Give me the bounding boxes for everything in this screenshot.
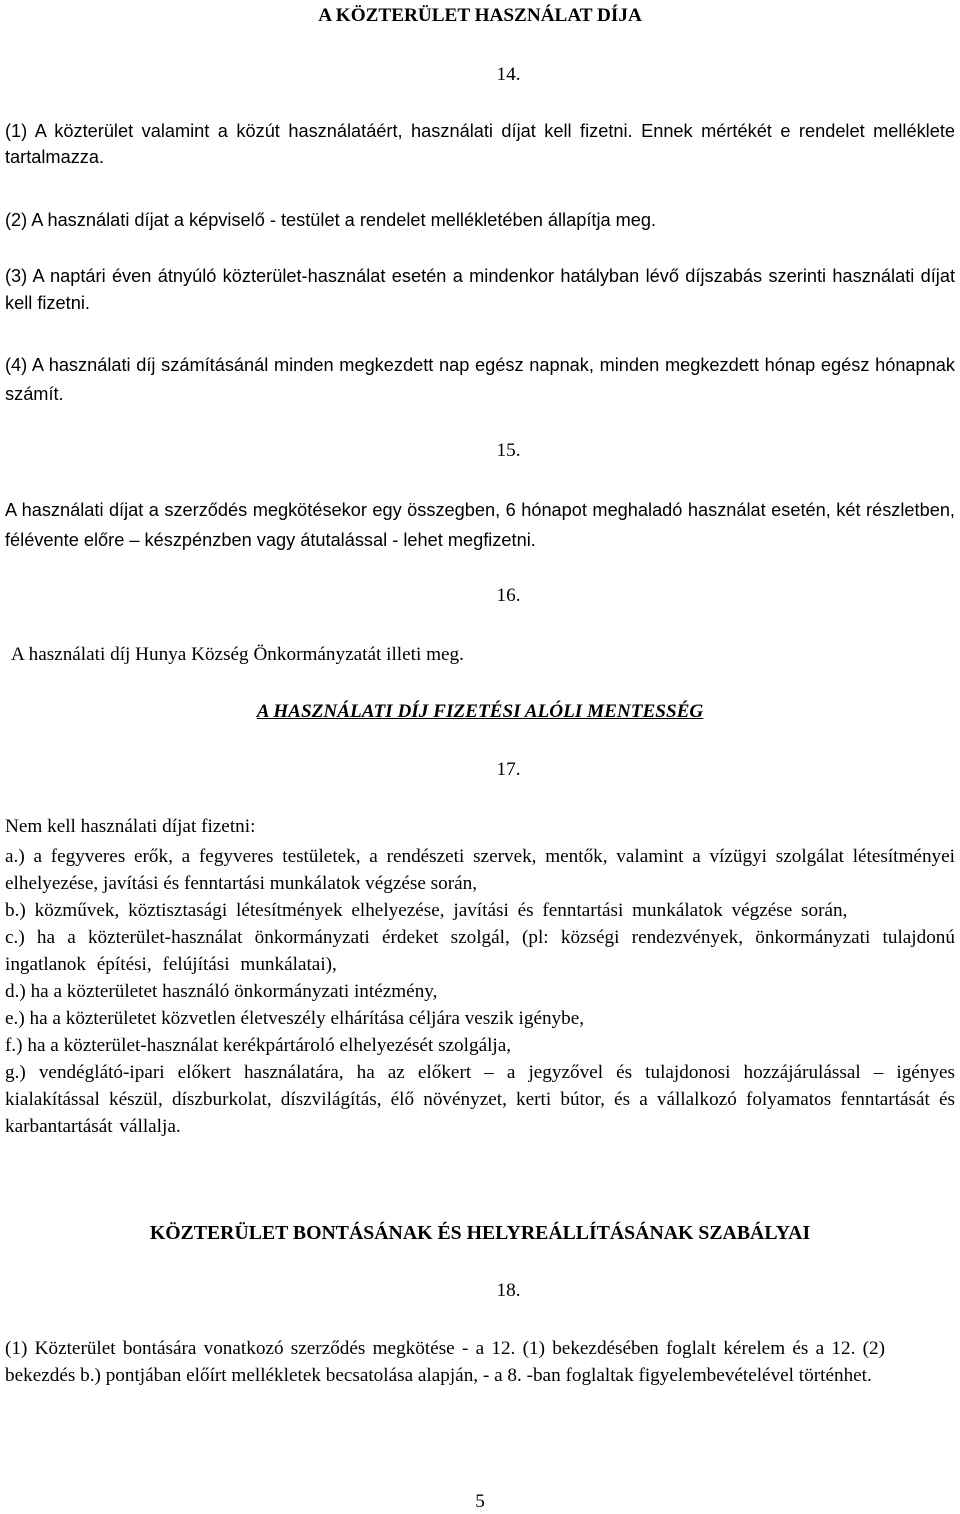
section-number-16: 16. (496, 585, 521, 606)
paragraph-15: A használati díjat a szerződés megkötésekor egy összegben, 6 hónapot meghaladó használat esetén, két részletben, félévente előre – készpénzben vagy átutalással - lehet megfizetni. (5, 500, 955, 550)
paragraph-18-1: (1) Közterület bontására vonatkozó szerződés megkötése - a 12. (1) bekezdésében foglalt kérelem és a 12. (2) bekezdés b.) pontjában előírt mellékletek becsatolása alapján, - a 8. -ban foglaltak figyelembevételével történhet. (5, 1338, 885, 1386)
list-item: f.) ha a közterület-használat kerékpártároló elhelyezését szolgálja, (5, 1035, 512, 1056)
section-title-fee-exemption: A HASZNÁLATI DÍJ FIZETÉSI ALÓLI MENTESSÉG (256, 701, 704, 722)
paragraph-14-4: (4) A használati díj számításánál minden megkezdett nap egész napnak, minden megkezdett hónap egész hónapnak számít. (5, 355, 955, 404)
exemption-list (5, 843, 955, 1140)
section-number-18: 18. (496, 1280, 521, 1301)
page-number: 5 (475, 1491, 485, 1512)
list-item: e.) ha a közterületet közvetlen életveszély elhárítása céljára veszik igénybe, (5, 1008, 585, 1029)
paragraph-14-1: (1) A közterület valamint a közút használatáért, használati díjat kell fizetni. Ennek mértékét e rendelet melléklete tartalmazza. (5, 121, 955, 167)
paragraph-16: A használati díj Hunya Község Önkormányzatát illeti meg. (11, 644, 464, 665)
paragraph-17-intro: Nem kell használati díjat fizetni: (5, 816, 256, 837)
section-title-demolition-rules: KÖZTERÜLET BONTÁSÁNAK ÉS HELYREÁLLÍTÁSÁNAK SZABÁLYAI (149, 1222, 811, 1244)
paragraph-14-3: (3) A naptári éven átnyúló közterület-használat esetén a mindenkor hatályban lévő díjszabás szerinti használati díjat kell fizetni. (5, 266, 955, 313)
list-item: a.) a fegyveres erők, a fegyveres testületek, a rendészeti szervek, mentők, valamint a vízügyi szolgálat létesítményei elhelyezése, javítási és fenntartási munkálatok végzése során, (5, 846, 955, 894)
section-title-public-area-fee: A KÖZTERÜLET HASZNÁLAT DÍJA (318, 5, 642, 26)
list-item: d.) ha a közterületet használó önkormányzati intézmény, (5, 981, 438, 1002)
section-number-15: 15. (496, 440, 521, 461)
list-item: c.) ha a közterület-használat önkormányzati érdeket szolgál, (pl: községi rendezvények, önkormányzati tulajdonú ingatlanok építési, felújítási munkálatai), (5, 927, 955, 975)
list-item: b.) közművek, köztisztasági létesítmények elhelyezése, javítási és fenntartási munkálatok végzése során, (5, 900, 848, 921)
section-number-14: 14. (496, 64, 521, 85)
list-item: g.) vendéglátó-ipari előkert használatára, ha az előkert – a jegyzővel és tulajdonosi hozzájárulással – igényes kialakítással készül, díszburkolat, díszvilágítás, élő növényzet, kerti bútor, és a vállalkozó folyamatos fenntartását és karbantartását vállalja. (5, 1062, 955, 1137)
paragraph-14-2: (2) A használati díjat a képviselő - testület a rendelet mellékletében állapítja meg. (5, 210, 657, 230)
section-number-17: 17. (496, 759, 521, 780)
